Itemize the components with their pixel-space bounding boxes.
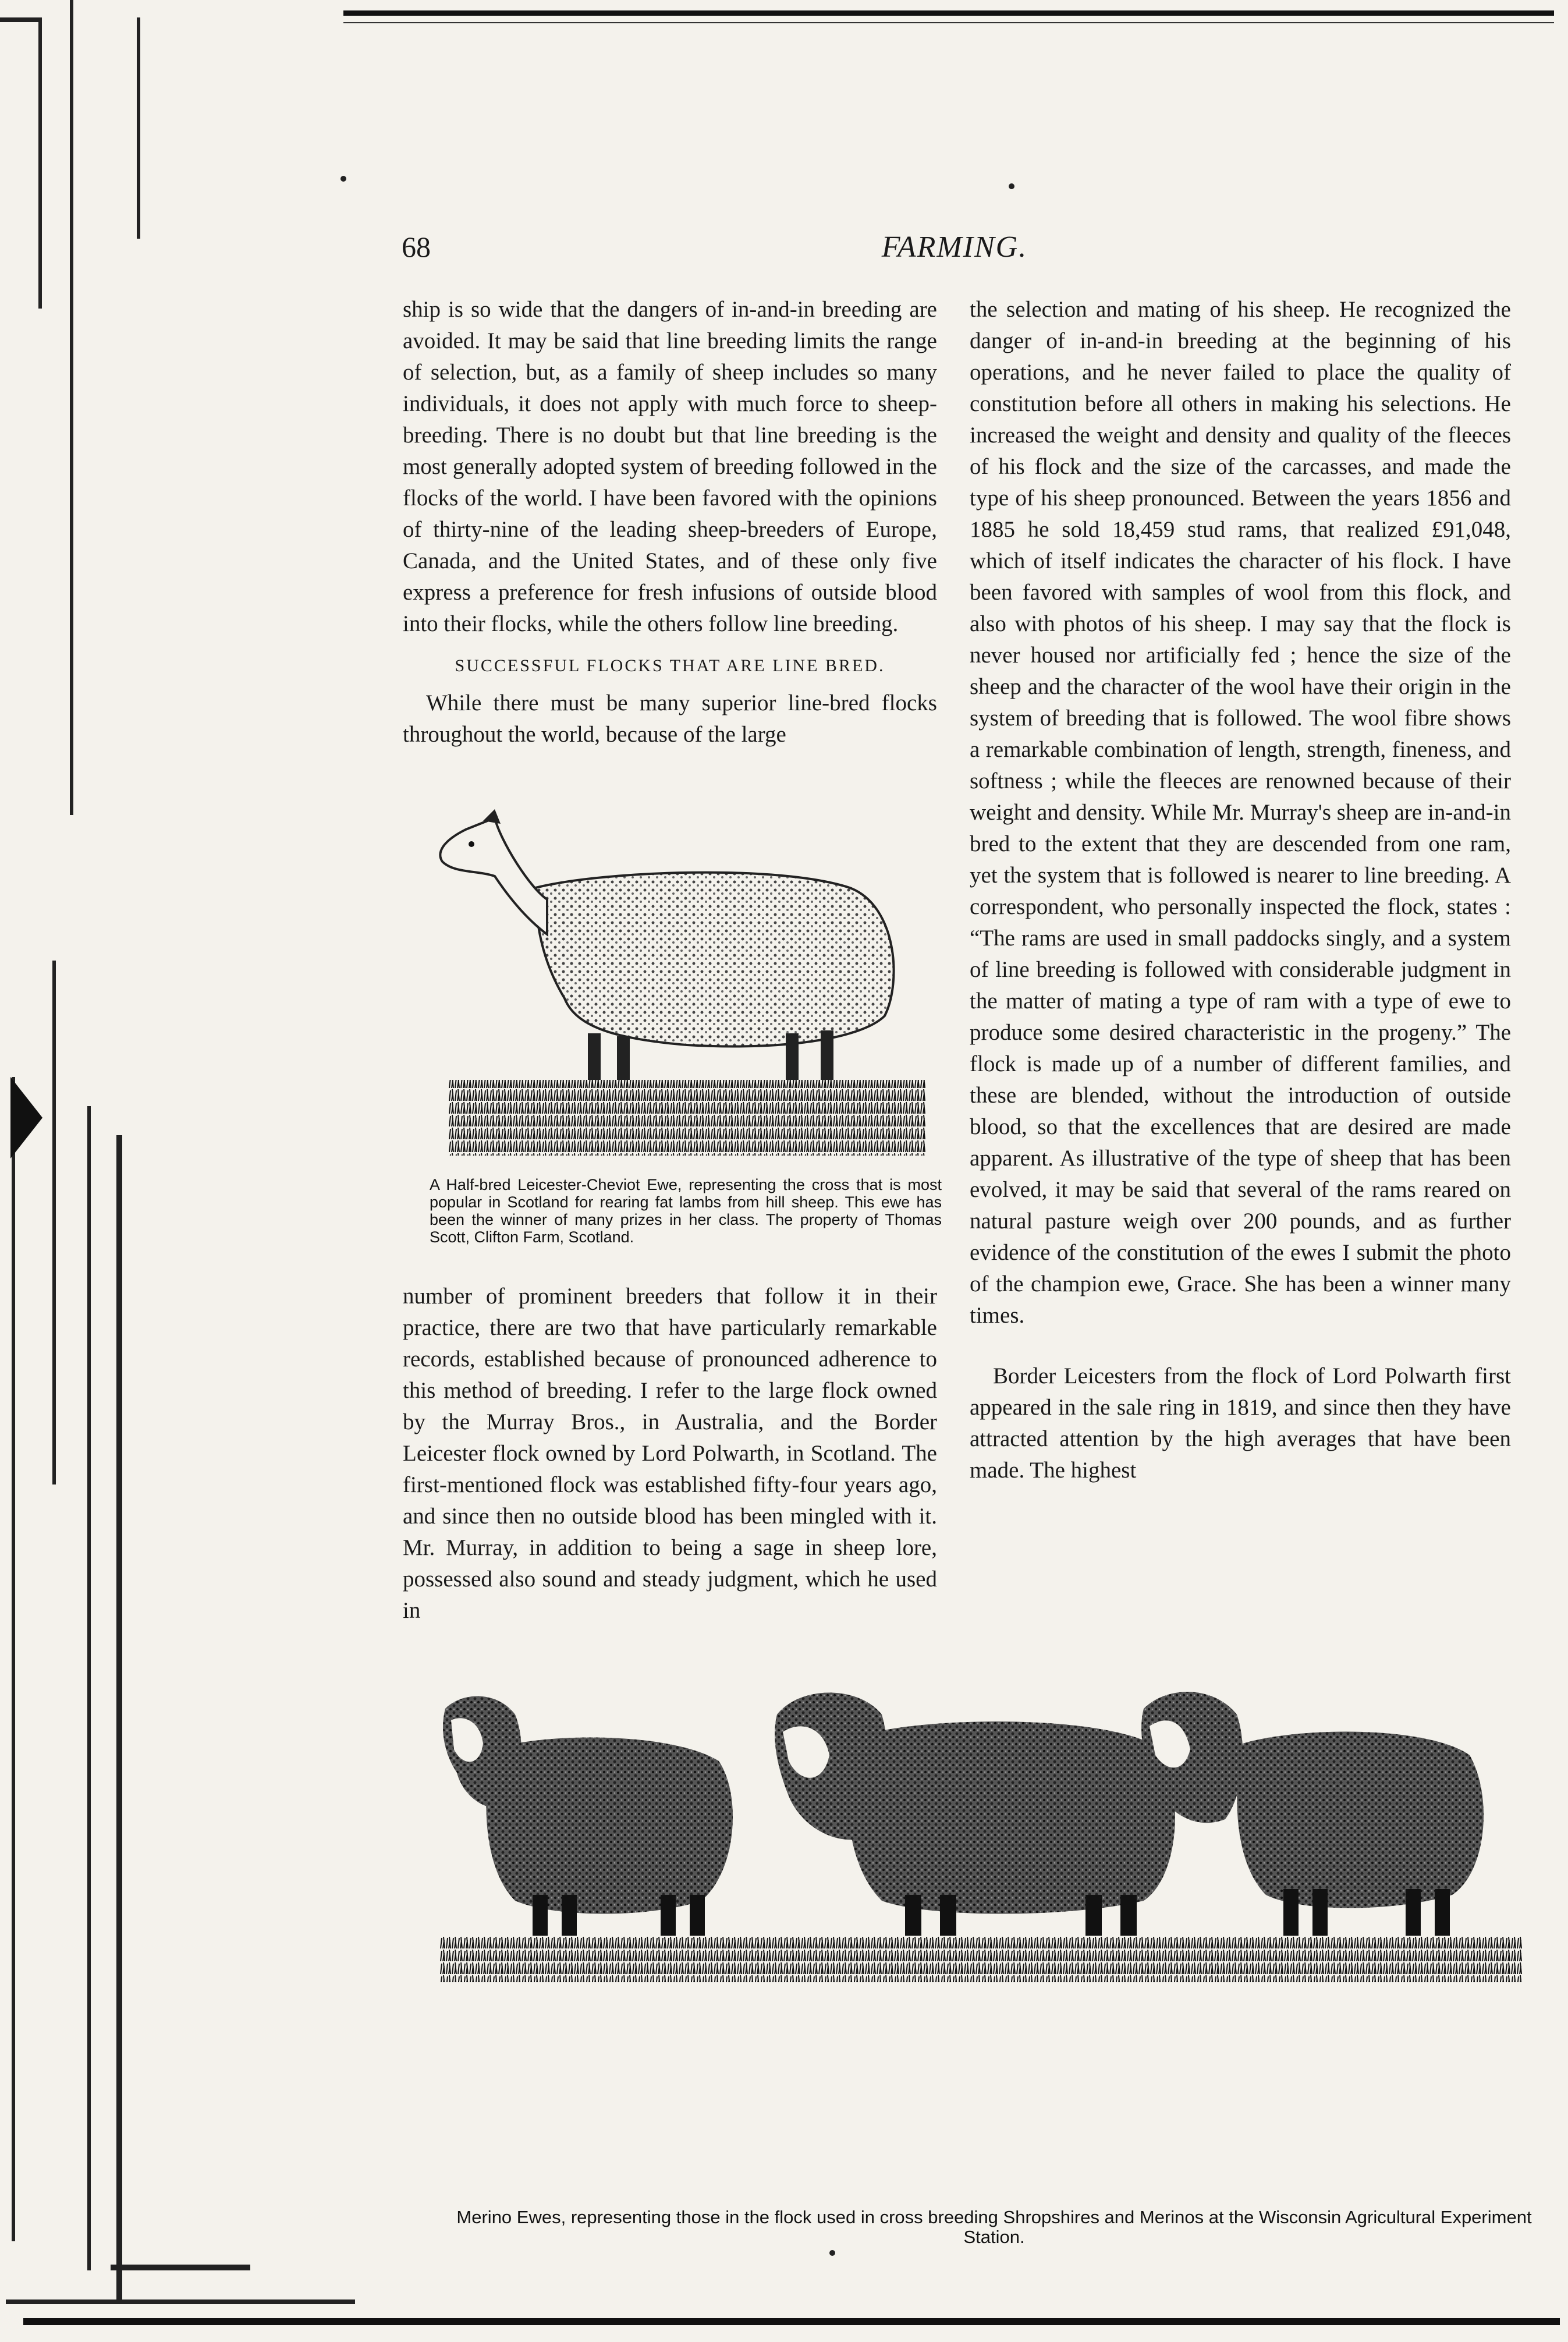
paragraph-prominent-breeders: number of prominent breeders that follow it in their practice, there are two that have particularly remarkable records, established because of pronounced adherence to this method of breeding. I refer to the large flock owned by the Murray Bros., in Australia, and the Border Leicester flock owned by Lord Polwarth, in Scotland. The first-mentioned flock was established fifty-four years ago, and since then no outside blood has been mingled with it. Mr. Murray, in addition to being a sage in sheep lore, possessed also sound and steady judgment, which he used in — [403, 1284, 937, 1623]
page-number: 68 — [402, 231, 431, 263]
top-rule-thin — [343, 22, 1554, 23]
paragraph-line-breeding: ship is so wide that the dangers of in-and-in breeding are avoided. It may be said that line breeding limits the range of selection, but, as a family of sheep includes so many individuals, it does not apply with much force to sheep-breeding. There is no doubt but that line breeding is the most generally adopted system of breeding followed in the flocks of the world. I have been favored with the opinions of thirty-nine of the leading sheep-breeders of Europe, Canada, and the United States, and of these only five express a preference for fresh infusions of outside blood into their flocks, while the others follow line breeding. — [403, 297, 937, 636]
merino-ewe-left — [443, 1696, 733, 1965]
scan-speck — [340, 176, 346, 182]
running-title: FARMING. — [881, 231, 1028, 264]
figure-1-caption: A Half-bred Leicester-Cheviot Ewe, representing the cross that is most popular in Scotland for rearing fat lambs from hill sheep. This ewe has been the winner of many prizes in her class. The property of Thomas Scott, Clifton Farm, Scotland. — [430, 1176, 942, 1246]
figure-merino-ewes — [428, 1680, 1534, 1988]
paragraph-successful-flocks: While there must be many superior line-bred flocks throughout the world, because of the large — [403, 690, 937, 747]
scan-left-edge — [0, 0, 111, 2342]
column-1-top — [403, 294, 937, 750]
top-rule — [343, 10, 1554, 16]
figure-leicester-cheviot-ewe — [431, 806, 931, 1185]
paragraph-murray-flock: the selection and mating of his sheep. He recognized the danger of in-and-in breeding at the beginning of his operations, and he never failed to place the quality of constitution before all others in making his selections. He increased the weight and density and quality of the fleeces of his flock and the size of the carcasses, and made the type of his sheep pronounced. Between the years 1856 and 1885 he sold 18,459 stud rams, that realized £91,048, which of itself indicates the character of his flock. I have been favored with samples of wool from this flock, and also with photos of his sheep. I may say that the flock is never housed nor artificially fed ; hence the size of the sheep and the character of the wool have their origin in the system of breeding that is followed. The wool fibre shows a remarkable combination of length, strength, fineness, and softness ; while the fleeces are renowned because of their weight and density. While Mr. Murray's sheep are in-and-in bred to the extent that they are descended from one ram, yet the system that is followed is nearer to line breeding. A correspondent, who personally inspected the flock, states : “The rams are used in small paddocks singly, and a system of line breeding is followed with considerable judgment in the matter of mating a type of ram with a type of ewe to produce some desired characteristic in the progeny.” The flock is made up of a number of different families, and these are blended, without the introduction of outside blood, so that the excellences that are desired are made apparent. As illustrative of the type of sheep that has been evolved, it may be said that several of the rams reared on natural pasture weigh over 200 pounds, and as further evidence of the constitution of the ewes I submit the photo of the champion ewe, Grace. She has been a winner many times. — [970, 297, 1511, 1328]
figure-2-caption: Merino Ewes, representing those in the flock used in cross breeding Shropshires and Merinos at the Wisconsin Agricultural Experiment Station. — [456, 2207, 1532, 2247]
merino-ewe-right — [1141, 1692, 1484, 1965]
paragraph-border-leicesters: Border Leicesters from the flock of Lord Polwarth first appeared in the sale ring in 1819, and since then they have attracted attention by the high averages that have been made. The highest — [970, 1363, 1511, 1483]
page-header — [402, 230, 1507, 277]
column-2 — [970, 294, 1511, 1486]
scan-speck — [829, 2250, 835, 2256]
scan-speck — [1009, 183, 1014, 189]
bottom-rule — [23, 2318, 1560, 2325]
merino-ewe-middle — [775, 1693, 1175, 1971]
subheading: SUCCESSFUL FLOCKS THAT ARE LINE BRED. — [455, 656, 885, 675]
scan-mark-triangle — [10, 1077, 45, 1158]
column-1-bottom — [403, 1281, 937, 1627]
